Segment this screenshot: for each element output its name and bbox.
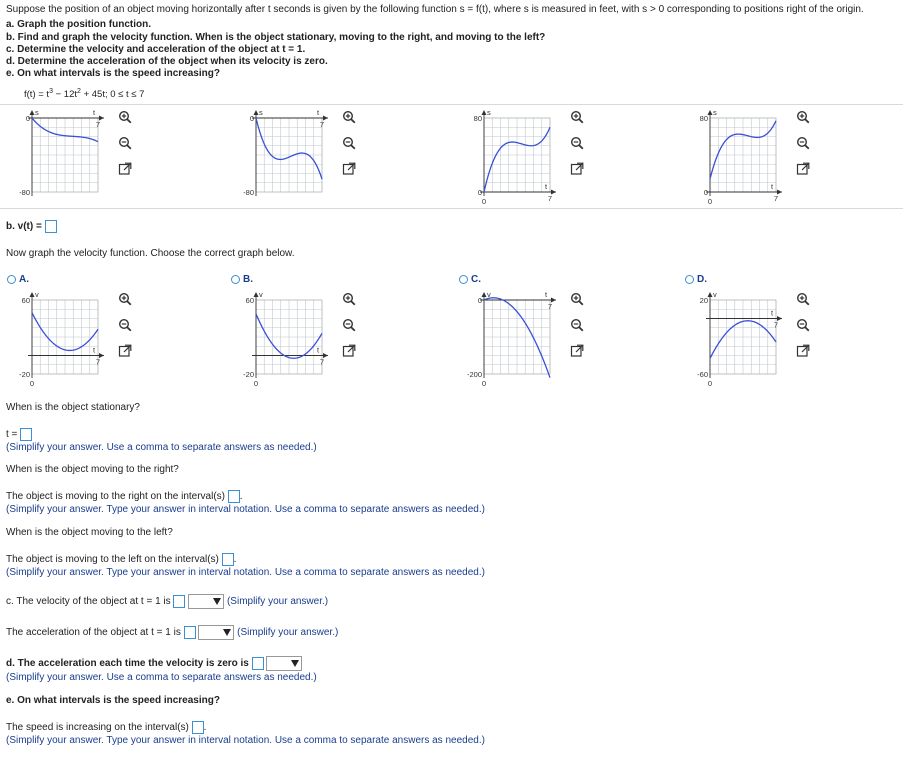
s-axis-arrow-icon xyxy=(254,110,259,115)
left-answer-row: The object is moving to the left on the interval(s) . xyxy=(6,554,237,566)
velocity.options.0-graph xyxy=(2,290,102,386)
zoom-out-icon[interactable] xyxy=(118,318,132,332)
axis-top-label: 60 xyxy=(21,296,30,305)
dropdown-arrow-icon xyxy=(223,629,231,636)
dropdown-arrow-icon xyxy=(213,598,221,605)
radio-button[interactable] xyxy=(685,275,694,284)
velocity-option-c[interactable] xyxy=(459,274,481,285)
vertical-axis-label: s xyxy=(487,108,491,117)
accel-zero-row: d. The acceleration each time the velocity is zero is xyxy=(6,656,302,671)
zoom-in-icon[interactable] xyxy=(342,292,356,306)
stationary-hint: (Simplify your answer. Use a comma to separate answers as needed.) xyxy=(6,442,317,453)
right-answer-row: The object is moving to the right on the interval(s) . xyxy=(6,491,243,503)
s-axis-arrow-icon xyxy=(708,110,713,115)
popout-icon[interactable] xyxy=(118,162,132,176)
position_graphs.0-graph xyxy=(2,108,102,204)
origin-label: 0 xyxy=(481,197,487,206)
t-axis-label: t xyxy=(92,345,96,355)
stationary-answer-input[interactable] xyxy=(20,428,32,441)
popout-icon[interactable] xyxy=(342,162,356,176)
axis-bottom-label: -80 xyxy=(243,188,254,197)
part-e-text: e. On what intervals is the speed increasing? xyxy=(6,68,220,79)
velocity-at-1-input[interactable] xyxy=(173,595,185,608)
stationary-question: When is the object stationary? xyxy=(6,402,140,413)
position_graphs.3-graph xyxy=(680,108,780,204)
accel-zero-input[interactable] xyxy=(252,657,264,670)
right-question: When is the object moving to the right? xyxy=(6,464,179,475)
grid xyxy=(710,300,779,374)
grid xyxy=(710,118,776,192)
divider xyxy=(0,208,903,209)
axis-bottom-label: -80 xyxy=(19,188,30,197)
option-letter: B. xyxy=(243,274,253,285)
velocity-instruction: Now graph the velocity function. Choose the correct graph below. xyxy=(6,248,295,259)
velocity-option-d[interactable] xyxy=(685,274,707,285)
t-axis-label: t xyxy=(770,308,774,318)
axis-bottom-label: -20 xyxy=(243,370,254,379)
zoom-out-icon[interactable] xyxy=(570,318,584,332)
s-axis-arrow-icon xyxy=(482,292,487,297)
grid xyxy=(256,300,325,374)
velocity-option-a[interactable] xyxy=(7,274,29,285)
velocity-function-input[interactable] xyxy=(45,220,57,233)
axis-bottom-label: 0 xyxy=(477,188,482,197)
velocity.options.3-graph xyxy=(680,290,780,386)
t-axis-label: t xyxy=(770,182,774,191)
speed-question: e. On what intervals is the speed increasing? xyxy=(6,695,220,706)
grid xyxy=(484,118,550,192)
vertical-axis-label: v xyxy=(35,290,39,299)
radio-button[interactable] xyxy=(7,275,16,284)
right-hint: (Simplify your answer. Type your answer in interval notation. Use a comma to separate answers as needed.) xyxy=(6,504,485,515)
zoom-in-icon[interactable] xyxy=(796,292,810,306)
grid xyxy=(32,300,101,374)
dropdown-arrow-icon xyxy=(291,660,299,667)
zoom-in-icon[interactable] xyxy=(570,110,584,124)
origin-label: 0 xyxy=(707,379,713,388)
axis-top-label: 60 xyxy=(245,296,254,305)
divider xyxy=(0,104,903,105)
position_graphs.2-graph xyxy=(454,108,554,204)
zoom-out-icon[interactable] xyxy=(796,318,810,332)
function-definition: $f(t) = t^3 - 12t^2 + 45t$; 0 ≤ t ≤ 7 xyxy=(24,88,145,101)
vertical-axis-label: s xyxy=(713,108,717,117)
problem-intro: Suppose the position of an object moving horizontally after t seconds is given by the following function s = f(t), where s is measured in feet, with s > 0 corresponding to positions right of the origin. xyxy=(6,4,864,15)
part-b-text: b. Find and graph the velocity function. When is the object stationary, moving to the right, and moving to the left? xyxy=(6,32,546,43)
t-axis-label: t xyxy=(92,108,96,117)
t7-tick-label: 7 xyxy=(547,194,553,203)
axis-top-label: 20 xyxy=(699,296,708,305)
popout-icon[interactable] xyxy=(796,162,810,176)
accel-at-1-row: The acceleration of the object at t = 1 is (Simplify your answer.) xyxy=(6,625,338,640)
axis-bottom-label: -200 xyxy=(466,370,482,379)
axis-top-label: 0 xyxy=(249,114,254,123)
left-interval-input[interactable] xyxy=(222,553,234,566)
popout-icon[interactable] xyxy=(118,344,132,358)
grid xyxy=(32,118,101,192)
t-axis-label: t xyxy=(544,182,548,191)
part-a-text: a. Graph the position function. xyxy=(6,19,151,30)
left-hint: (Simplify your answer. Type your answer in interval notation. Use a comma to separate answers as needed.) xyxy=(6,567,485,578)
zoom-in-icon[interactable] xyxy=(118,292,132,306)
axis-bottom-label: 0 xyxy=(703,188,708,197)
zoom-out-icon[interactable] xyxy=(342,136,356,150)
velocity-option-b[interactable] xyxy=(231,274,253,285)
axis-bottom-label: -60 xyxy=(697,370,708,379)
velocity.options.2-graph xyxy=(454,290,554,386)
position_graphs.1-graph xyxy=(226,108,326,204)
t7-tick-label: 7 xyxy=(547,302,553,311)
velocity.options.1-graph xyxy=(226,290,326,386)
t7-tick-label: 7 xyxy=(319,357,325,367)
t7-tick-label: 7 xyxy=(95,357,101,367)
option-letter: A. xyxy=(19,274,29,285)
speed-hint: (Simplify your answer. Type your answer in interval notation. Use a comma to separate answers as needed.) xyxy=(6,735,485,746)
t-axis-label: t xyxy=(316,345,320,355)
popout-icon[interactable] xyxy=(570,162,584,176)
t-axis-label: t xyxy=(316,108,320,117)
vertical-axis-label: v xyxy=(259,290,263,299)
vertical-axis-label: v xyxy=(487,290,491,299)
t7-tick-label: 7 xyxy=(773,320,779,330)
s-axis-arrow-icon xyxy=(708,292,713,297)
zoom-in-icon[interactable] xyxy=(570,292,584,306)
popout-icon[interactable] xyxy=(342,344,356,358)
t7-tick-label: 7 xyxy=(95,120,101,129)
zoom-out-icon[interactable] xyxy=(796,136,810,150)
radio-button[interactable] xyxy=(231,275,240,284)
origin-label: 0 xyxy=(29,379,35,388)
velocity-units-dropdown[interactable] xyxy=(188,594,224,609)
axis-top-label: 80 xyxy=(473,114,482,123)
accel-units-dropdown[interactable] xyxy=(198,625,234,640)
s-axis-arrow-icon xyxy=(254,292,259,297)
right-interval-input[interactable] xyxy=(228,490,240,503)
s-axis-arrow-icon xyxy=(482,110,487,115)
option-letter: D. xyxy=(697,274,707,285)
part-d-text: d. Determine the acceleration of the object when its velocity is zero. xyxy=(6,56,328,67)
vertical-axis-label: s xyxy=(35,108,39,117)
t7-tick-label: 7 xyxy=(319,120,325,129)
radio-button[interactable] xyxy=(459,275,468,284)
zoom-in-icon[interactable] xyxy=(118,110,132,124)
axis-top-label: 0 xyxy=(25,114,30,123)
accel-zero-hint: (Simplify your answer. Use a comma to separate answers as needed.) xyxy=(6,672,317,683)
zoom-in-icon[interactable] xyxy=(796,110,810,124)
axis-top-label: 0 xyxy=(477,296,482,305)
zoom-out-icon[interactable] xyxy=(570,136,584,150)
origin-label: 0 xyxy=(707,197,713,206)
t-axis-label: t xyxy=(544,290,548,299)
part-c-text: c. Determine the velocity and acceleration of the object at t = 1. xyxy=(6,44,306,55)
velocity-label: b. v(t) = xyxy=(6,220,57,233)
origin-label: 0 xyxy=(253,379,259,388)
zoom-in-icon[interactable] xyxy=(342,110,356,124)
axis-top-label: 80 xyxy=(699,114,708,123)
s-axis-arrow-icon xyxy=(30,110,35,115)
axis-bottom-label: -20 xyxy=(19,370,30,379)
t7-tick-label: 7 xyxy=(773,194,779,203)
popout-icon[interactable] xyxy=(570,344,584,358)
accel-zero-units-dropdown[interactable] xyxy=(266,656,302,671)
speed-interval-input[interactable] xyxy=(192,721,204,734)
velocity-at-1-row: c. The velocity of the object at t = 1 is (Simplify your answer.) xyxy=(6,594,328,609)
zoom-out-icon[interactable] xyxy=(118,136,132,150)
zoom-out-icon[interactable] xyxy=(342,318,356,332)
left-question: When is the object moving to the left? xyxy=(6,527,173,538)
popout-icon[interactable] xyxy=(796,344,810,358)
vertical-axis-label: s xyxy=(259,108,263,117)
speed-answer-row: The speed is increasing on the interval(s) . xyxy=(6,722,207,734)
accel-at-1-input[interactable] xyxy=(184,626,196,639)
grid xyxy=(256,118,325,192)
stationary-answer-row: t = xyxy=(6,428,32,441)
s-axis-arrow-icon xyxy=(30,292,35,297)
origin-label: 0 xyxy=(481,379,487,388)
vertical-axis-label: v xyxy=(713,290,717,299)
option-letter: C. xyxy=(471,274,481,285)
